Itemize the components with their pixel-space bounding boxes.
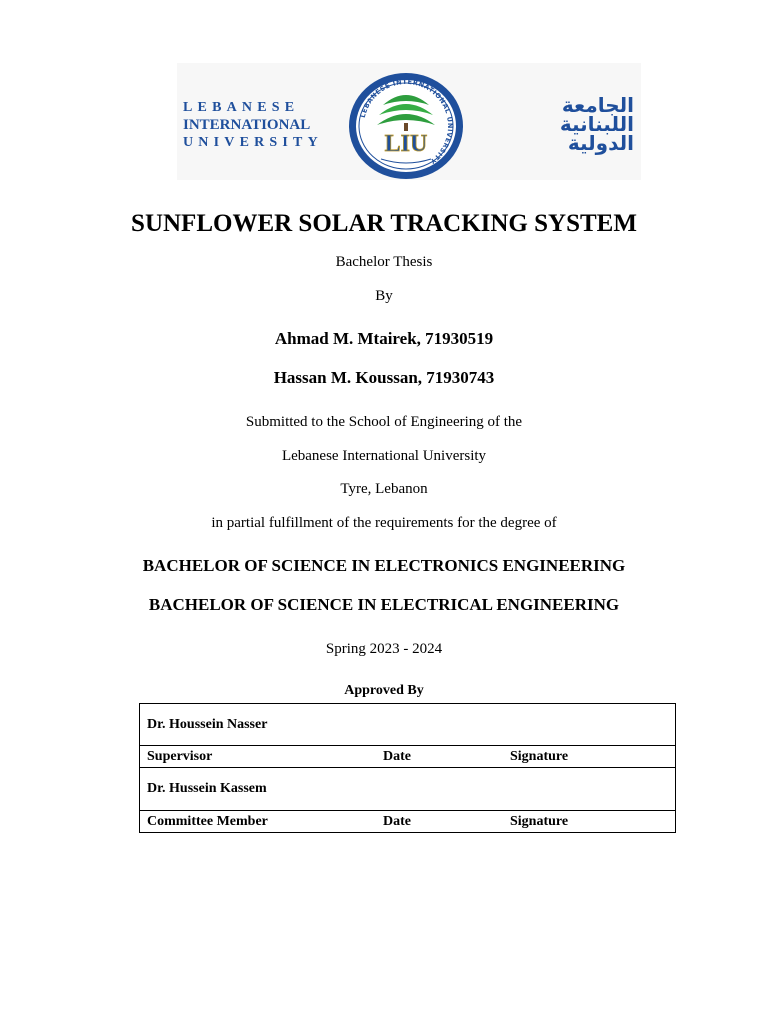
submission-line-2: Lebanese International University xyxy=(281,448,487,464)
date-label: Date xyxy=(383,748,411,764)
author-2: Hassan M. Koussan, 71930743 xyxy=(273,368,495,387)
submission-line-4: in partial fulfillment of the requirements for the degree of xyxy=(211,515,557,531)
university-seal-logo xyxy=(347,71,465,181)
author-1: Ahmad M. Mtairek, 71930519 xyxy=(274,329,494,348)
approved-by-heading: Approved By xyxy=(344,683,424,698)
approver-name: Dr. Hussein Kassem xyxy=(147,781,267,796)
university-name-arabic xyxy=(498,93,634,155)
signature-label: Signature xyxy=(510,748,569,764)
approver-role: Supervisor xyxy=(147,748,213,764)
university-name-english xyxy=(183,99,323,151)
signature-label: Signature xyxy=(510,813,569,829)
submission-line-1: Submitted to the School of Engineering of the xyxy=(245,414,523,430)
seal-letters: LIU xyxy=(384,131,428,157)
approver-role: Committee Member xyxy=(147,813,268,829)
degree-electrical: BACHELOR OF SCIENCE IN ELECTRICAL ENGINEERING xyxy=(148,595,620,614)
approver-name-row xyxy=(140,704,676,746)
university-name-line-1: LEBANESE xyxy=(183,100,300,115)
approval-table xyxy=(139,703,676,833)
date-label: Date xyxy=(383,813,411,829)
arabic-line-1: الجامعة xyxy=(561,93,634,117)
approver-label-row xyxy=(140,746,676,768)
approver-label-row xyxy=(140,811,676,833)
arabic-line-3: الدولية xyxy=(567,131,634,155)
approver-name-row xyxy=(140,768,676,811)
thesis-title: SUNFLOWER SOLAR TRACKING SYSTEM xyxy=(131,210,637,237)
thesis-type: Bachelor Thesis xyxy=(335,254,433,270)
seal-ring-text: LEBANESE INTERNATIONAL UNIVERSITY xyxy=(358,77,455,166)
degree-electronics: BACHELOR OF SCIENCE IN ELECTRONICS ENGINEERING xyxy=(142,556,626,575)
university-name-line-3: UNIVERSITY xyxy=(183,135,323,150)
university-name-line-2: INTERNATIONAL xyxy=(183,117,311,133)
approver-name: Dr. Houssein Nasser xyxy=(147,716,268,732)
by-label: By xyxy=(375,288,393,304)
arabic-line-2: اللبنانية xyxy=(559,112,634,136)
submission-line-3: Tyre, Lebanon xyxy=(340,481,428,497)
academic-term: Spring 2023 - 2024 xyxy=(325,641,443,657)
